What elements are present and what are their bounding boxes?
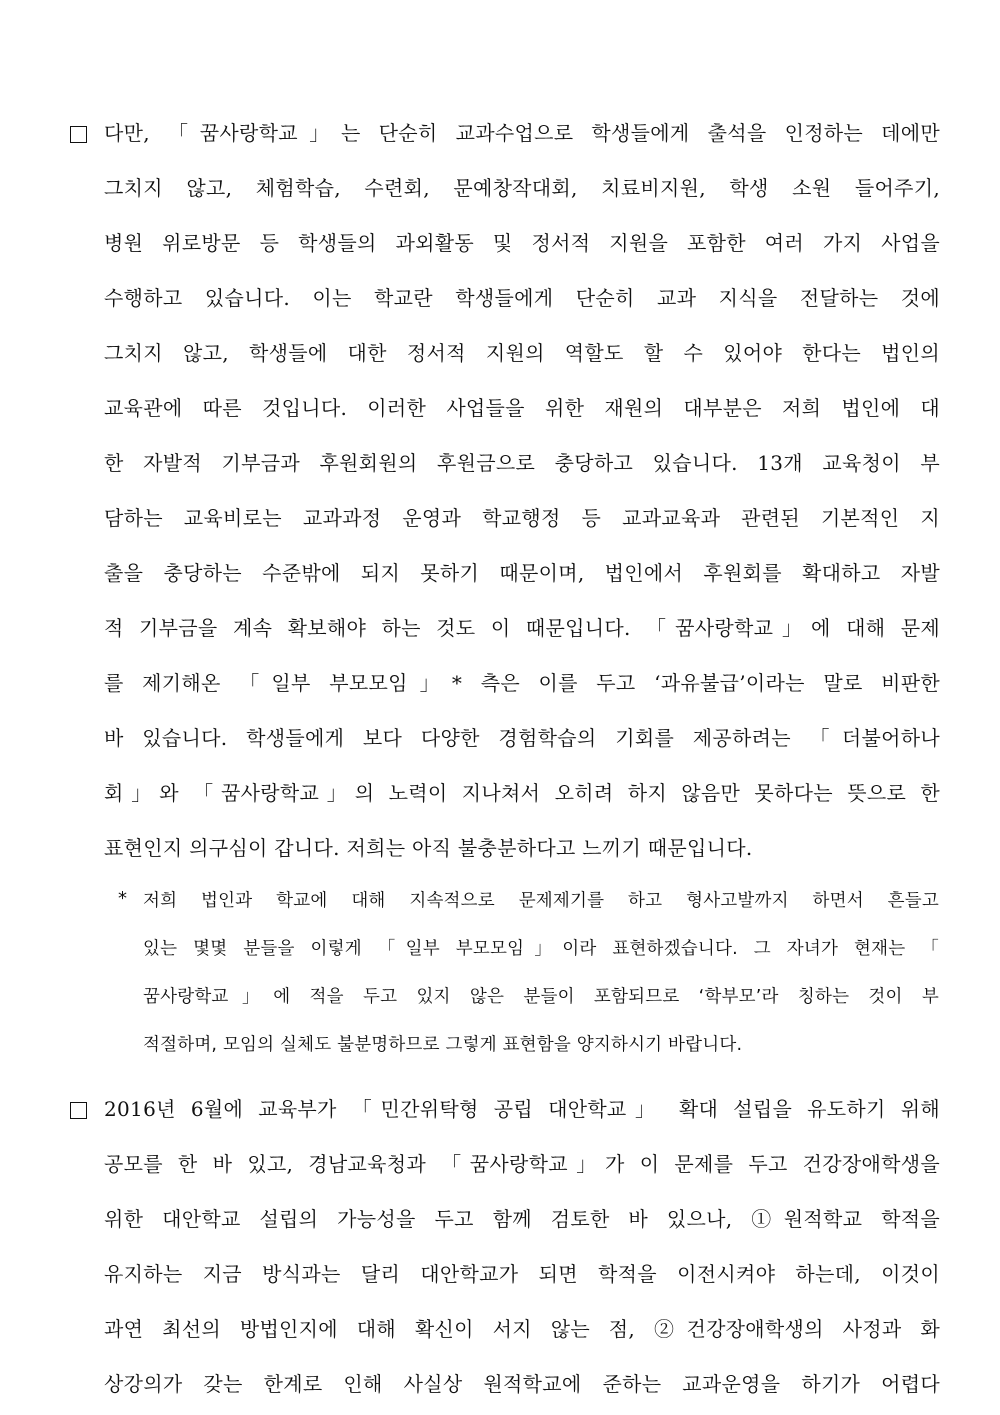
footnote-line: 꿈사랑학교」에 적을 두고 있지 않은 분들이 포함되므로 ‘학부모’라 칭하는 것이 부 [143, 987, 939, 1007]
paragraph-line: 표현인지 의구심이 갑니다. 저희는 아직 불충분하다고 느끼기 때문입니다. [104, 836, 753, 860]
paragraph-line: 회」와 「꿈사랑학교」의 노력이 지나쳐서 오히려 하지 않음만 못하다는 뜻으로 한 [104, 781, 940, 805]
footnote-line: 적절하며, 모임의 실체도 불분명하므로 그렇게 표현함을 양지하시기 바랍니다. [143, 1035, 743, 1055]
paragraph-line: 위한 대안학교 설립의 가능성을 두고 함께 검토한 바 있으나, ①원적학교 학적을 [104, 1207, 940, 1231]
checkbox-bullet-icon [70, 1102, 87, 1119]
footnote-line: 저희 법인과 학교에 대해 지속적으로 문제제기를 하고 형사고발까지 하면서 흔들고 [143, 891, 939, 911]
paragraph-line: 그치지 않고, 학생들에 대한 정서적 지원의 역할도 할 수 있어야 한다는 법인의 [104, 341, 940, 365]
paragraph-line: 공모를 한 바 있고, 경남교육청과 「꿈사랑학교」가 이 문제를 두고 건강장애학생을 [104, 1152, 940, 1176]
paragraph-line: 한 자발적 기부금과 후원회원의 후원금으로 충당하고 있습니다. 13개 교육청이 부 [104, 451, 940, 475]
paragraph-line: 그치지 않고, 체험학습, 수련회, 문예창작대회, 치료비지원, 학생 소원 들어주기, [104, 176, 940, 200]
footnote-marker: * [118, 888, 127, 909]
paragraph-line: 병원 위로방문 등 학생들의 과외활동 및 정서적 지원을 포함한 여러 가지 사업을 [104, 231, 940, 255]
paragraph-line: 출을 충당하는 수준밖에 되지 못하기 때문이며, 법인에서 후원회를 확대하고 자발 [104, 561, 940, 585]
paragraph-line: 담하는 교육비로는 교과과정 운영과 학교행정 등 교과교육과 관련된 기본적인 지 [104, 506, 940, 530]
paragraph-line: 과연 최선의 방법인지에 대해 확신이 서지 않는 점, ②건강장애학생의 사정과 화 [104, 1317, 940, 1341]
paragraph-line: 교육관에 따른 것입니다. 이러한 사업들을 위한 재원의 대부분은 저희 법인에 대 [104, 396, 940, 420]
paragraph-line: 다만, 「꿈사랑학교」는 단순히 교과수업으로 학생들에게 출석을 인정하는 데에만 [104, 121, 940, 145]
paragraph-line: 2016년 6월에 교육부가 「민간위탁형 공립 대안학교」 확대 설립을 유도하기 위해 [104, 1097, 940, 1121]
footnote-line: 있는 몇몇 분들을 이렇게 「일부 부모모임」이라 표현하겠습니다. 그 자녀가 현재는 「 [143, 939, 939, 959]
paragraph-line: 유지하는 지금 방식과는 달리 대안학교가 되면 학적을 이전시켜야 하는데, 이것이 [104, 1262, 940, 1286]
paragraph-line: 상강의가 갖는 한계로 인해 사실상 원적학교에 준하는 교과운영을 하기가 어렵다 [104, 1372, 940, 1396]
paragraph-line: 바 있습니다. 학생들에게 보다 다양한 경험학습의 기회를 제공하려는 「더불어하나 [104, 726, 940, 750]
paragraph-line: 적 기부금을 계속 확보해야 하는 것도 이 때문입니다. 「꿈사랑학교」에 대해 문제 [104, 616, 940, 640]
paragraph-line: 를 제기해온 「일부 부모모임」* 측은 이를 두고 ‘과유불급’이라는 말로 비판한 [104, 671, 940, 695]
paragraph-line: 수행하고 있습니다. 이는 학교란 학생들에게 단순히 교과 지식을 전달하는 것에 [104, 286, 940, 310]
checkbox-bullet-icon [70, 126, 87, 143]
